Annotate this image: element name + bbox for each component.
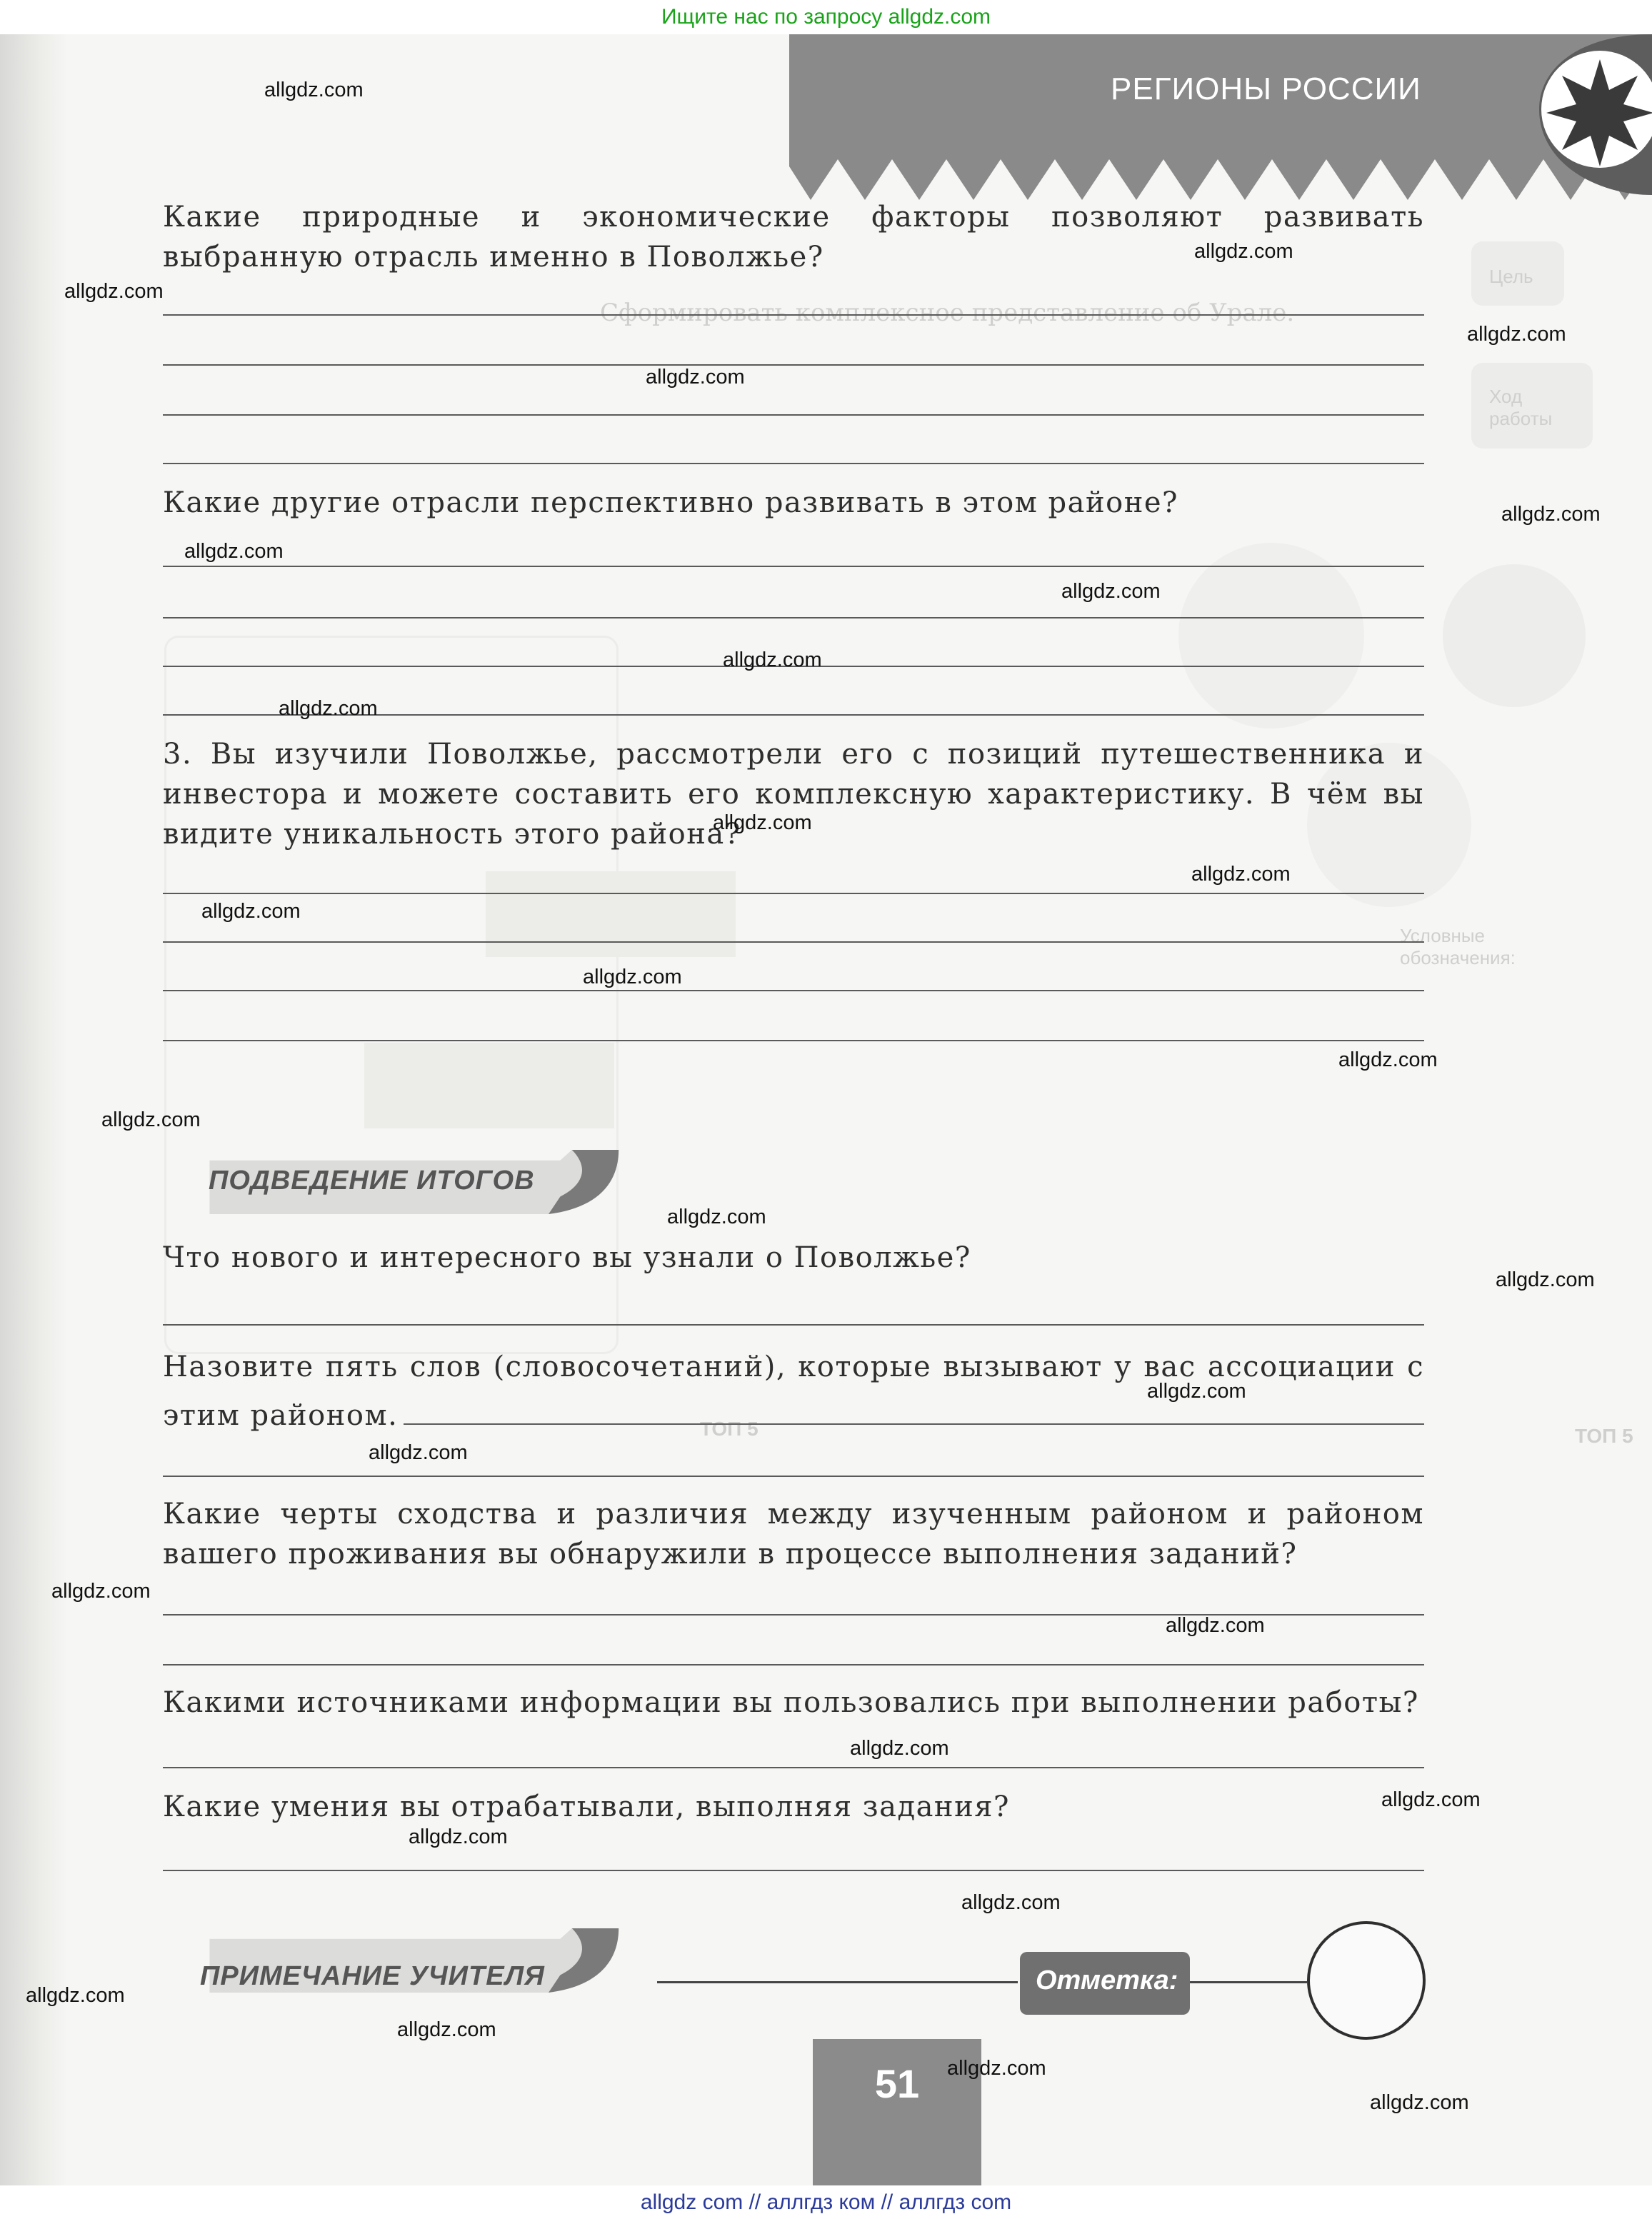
answer-line[interactable] xyxy=(163,414,1424,416)
bottom-banner[interactable]: allgdz com // аллгдз ком // аллгдз com xyxy=(0,2185,1652,2219)
answer-line[interactable] xyxy=(163,1040,1424,1041)
watermark: allgdz.com xyxy=(397,2018,496,2041)
watermark: allgdz.com xyxy=(264,79,364,101)
answer-line[interactable] xyxy=(163,314,1424,316)
mark-label: Отметка: xyxy=(1036,1965,1178,1995)
summary-question-associations: Назовите пять слов (словосочетаний), которые вызывают у вас ассоциации с этим районом. xyxy=(163,1351,1424,1432)
watermark: allgdz.com xyxy=(369,1441,468,1464)
teacher-note-line[interactable] xyxy=(657,1981,1018,1983)
answer-line[interactable] xyxy=(163,1476,1424,1477)
watermark: allgdz.com xyxy=(101,1108,201,1131)
star-emblem-icon xyxy=(1511,34,1652,195)
answer-line[interactable] xyxy=(163,893,1424,894)
watermark: allgdz.com xyxy=(1166,1614,1265,1637)
watermark: allgdz.com xyxy=(1467,323,1566,346)
top-banner[interactable]: Ищите нас по запросу allgdz.com xyxy=(0,0,1652,34)
watermark: allgdz.com xyxy=(1338,1048,1438,1071)
ghost-legend: Условные обозначения: xyxy=(1400,925,1516,968)
binding-shadow xyxy=(0,34,68,2185)
answer-line[interactable] xyxy=(163,990,1424,991)
watermark: allgdz.com xyxy=(850,1737,949,1760)
task-3-uniqueness: 3. Вы изучили Поволжье, рассмотрели его с позиций путешественника и инвестора и можете составить его комплексную характеристику. В чём вы видите уникальность этого района? xyxy=(163,738,1424,851)
ghost-tab-progress-text: Ход работы xyxy=(1489,386,1553,429)
watermark: allgdz.com xyxy=(409,1825,508,1848)
watermark: allgdz.com xyxy=(184,540,284,563)
question-natural-factors: Какие природные и экономические факторы позволяют развивать выбранную отрасль именно в Поволжье? xyxy=(163,201,1424,274)
watermark: allgdz.com xyxy=(667,1206,766,1228)
page-number: 51 xyxy=(874,2061,920,2106)
watermark: allgdz.com xyxy=(1370,2091,1469,2114)
summary-question-sources: Какими источниками информации вы пользовались при выполнении работы? xyxy=(163,1686,1419,1719)
summary-question-new: Что нового и интересного вы узнали о Поволжье? xyxy=(163,1241,971,1274)
summary-question-skills: Какие умения вы отрабатывали, выполняя задания? xyxy=(163,1790,1010,1823)
summary-section-title: ПОДВЕДЕНИЕ ИТОГОВ xyxy=(209,1166,535,1196)
ghost-top5-b: ТОП 5 xyxy=(1575,1425,1633,1447)
mark-connector-line xyxy=(1190,1981,1307,1983)
answer-line[interactable] xyxy=(163,1767,1424,1768)
ghost-line-1: Сформировать комплексное представление об Урале. xyxy=(600,299,1295,327)
watermark: allgdz.com xyxy=(1501,503,1601,526)
watermark: allgdz.com xyxy=(723,648,822,671)
watermark: allgdz.com xyxy=(713,811,812,834)
answer-line[interactable] xyxy=(404,1423,1424,1425)
watermark: allgdz.com xyxy=(1496,1268,1595,1291)
watermark: allgdz.com xyxy=(961,1891,1061,1914)
summary-question-similarities: Какие черты сходства и различия между изученным районом и районом вашего проживания вы обнаружили в процессе выполнения заданий? xyxy=(163,1498,1424,1571)
answer-line[interactable] xyxy=(163,566,1424,567)
watermark: allgdz.com xyxy=(51,1580,151,1603)
page-header-title: РЕГИОНЫ РОССИИ xyxy=(1111,71,1421,106)
answer-line[interactable] xyxy=(163,1870,1424,1871)
watermark: allgdz.com xyxy=(201,900,301,923)
answer-line[interactable] xyxy=(163,364,1424,366)
ghost-circle-2 xyxy=(1178,543,1364,728)
mark-circle[interactable] xyxy=(1307,1921,1426,2040)
answer-line[interactable] xyxy=(163,941,1424,943)
answer-line[interactable] xyxy=(163,1324,1424,1326)
answer-line[interactable] xyxy=(163,1664,1424,1665)
question-other-industries: Какие другие отрасли перспективно развивать в этом районе? xyxy=(163,486,1178,519)
watermark: allgdz.com xyxy=(1191,863,1291,886)
watermark: allgdz.com xyxy=(26,1984,125,2007)
watermark: allgdz.com xyxy=(1194,240,1293,263)
ghost-block-1 xyxy=(486,871,736,957)
watermark: allgdz.com xyxy=(279,697,378,720)
ghost-tab-goal-text: Цель xyxy=(1489,266,1533,287)
watermark: allgdz.com xyxy=(646,366,745,389)
watermark: allgdz.com xyxy=(1147,1380,1246,1403)
answer-line[interactable] xyxy=(163,463,1424,464)
teacher-note-title: ПРИМЕЧАНИЕ УЧИТЕЛЯ xyxy=(200,1961,545,1991)
watermark: allgdz.com xyxy=(583,966,682,988)
ghost-circle-1 xyxy=(1443,564,1586,707)
watermark: allgdz.com xyxy=(64,280,164,303)
watermark: allgdz.com xyxy=(1061,580,1161,603)
watermark: allgdz.com xyxy=(1381,1788,1481,1811)
answer-line[interactable] xyxy=(163,617,1424,618)
watermark: allgdz.com xyxy=(947,2057,1046,2080)
ghost-block-2 xyxy=(364,1043,614,1128)
ghost-top5-a: ТОП 5 xyxy=(700,1418,759,1440)
